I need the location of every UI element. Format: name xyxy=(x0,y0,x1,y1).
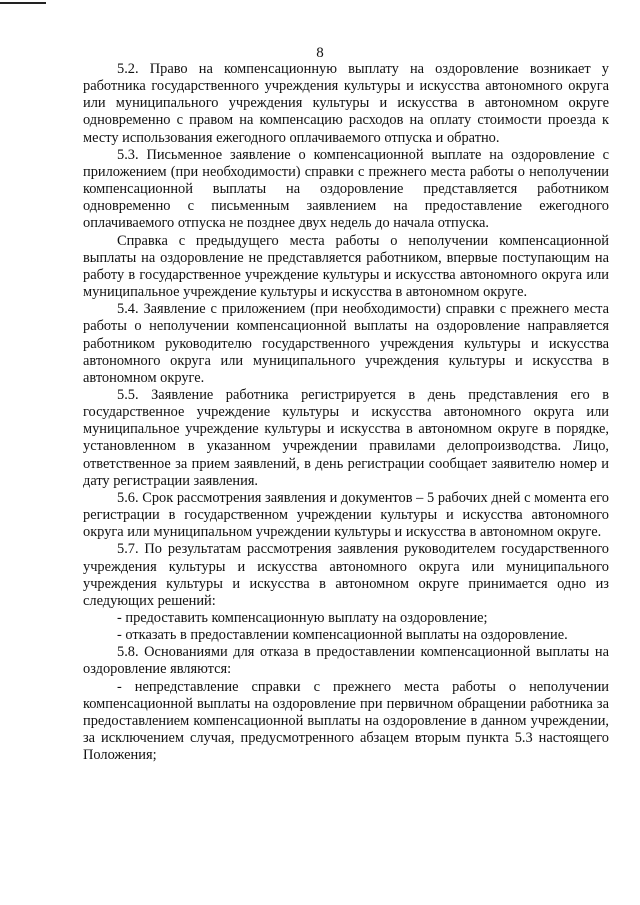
paragraph-5-6: 5.6. Срок рассмотрения заявления и документов – 5 рабочих дней с момента его регистрации в государственном учреждении культуры и искусства автономного округа или муниципальном учреждении культуры и искусства в автономном округе. xyxy=(83,489,609,541)
paragraph-5-7: 5.7. По результатам рассмотрения заявления руководителем государственного учреждения культуры и искусства автономного округа или муниципального учреждения культуры и искусства в автономном округе принимается одно из следующих решений: xyxy=(83,541,609,609)
page-number: 8 xyxy=(316,45,324,61)
paragraph-5-4: 5.4. Заявление с приложением (при необходимости) справки с прежнего места работы о неполучении компенсационной выплаты на оздоровление направляется работником руководителю государственного учреждения культуры и искусства автономного округа или муниципального учреждения культуры и искусства в автономном округе. xyxy=(83,301,609,386)
paragraph-5-2: 5.2. Право на компенсационную выплату на оздоровление возникает у работника государственного учреждения культуры и искусства автономного округа или муниципального учреждения культуры и искусства в автономном округе одновременно с правом на компенсацию расходов на оплату стоимости проезда к месту использования ежегодного оплачиваемого отпуска и обратно. xyxy=(83,61,609,146)
decision-option-grant: - предоставить компенсационную выплату на оздоровление; xyxy=(117,610,488,626)
scan-corner-mark xyxy=(0,2,46,4)
paragraph-5-5: 5.5. Заявление работника регистрируется в день представления его в государственное учреждение культуры и искусства автономного округа или муниципальное учреждение культуры и искусства в автономном округе в порядке, установленном в указанном учреждении правилами делопроизводства. Лицо, ответственное за прием заявлений, в день регистрации сообщает заявителю номер и дату регистрации заявления. xyxy=(83,386,609,489)
paragraph-5-3-certificate: Справка с предыдущего места работы о неполучении компенсационной выплаты на оздоровление не представляется работником, впервые поступающим на работу в государственное учреждение культуры и искусства автономного округа или муниципальное учреждение культуры и искусства в автономном округе. xyxy=(83,232,609,301)
document-body xyxy=(83,61,609,764)
paragraph-5-8: 5.8. Основаниями для отказа в предоставлении компенсационной выплаты на оздоровление являются: xyxy=(83,644,609,678)
refusal-ground-item: - непредставление справки с прежнего места работы о неполучении компенсационной выплаты на оздоровление при первичном обращении работника за предоставлением компенсационной выплаты на оздоровление в данном учреждении, за исключением случая, предусмотренного абзацем вторым пункта 5.3 настоящего Положения; xyxy=(83,678,609,764)
decision-option-refuse: - отказать в предоставлении компенсационной выплаты на оздоровление. xyxy=(117,627,568,644)
paragraph-5-3: 5.3. Письменное заявление о компенсационной выплате на оздоровление с приложением (при необходимости) справки с прежнего места работы о неполучении компенсационной выплаты на оздоровление представляется работником одновременно с письменным заявлением на предоставление ежегодного оплачиваемого отпуска не позднее двух недель до начала отпуска. xyxy=(83,146,609,232)
